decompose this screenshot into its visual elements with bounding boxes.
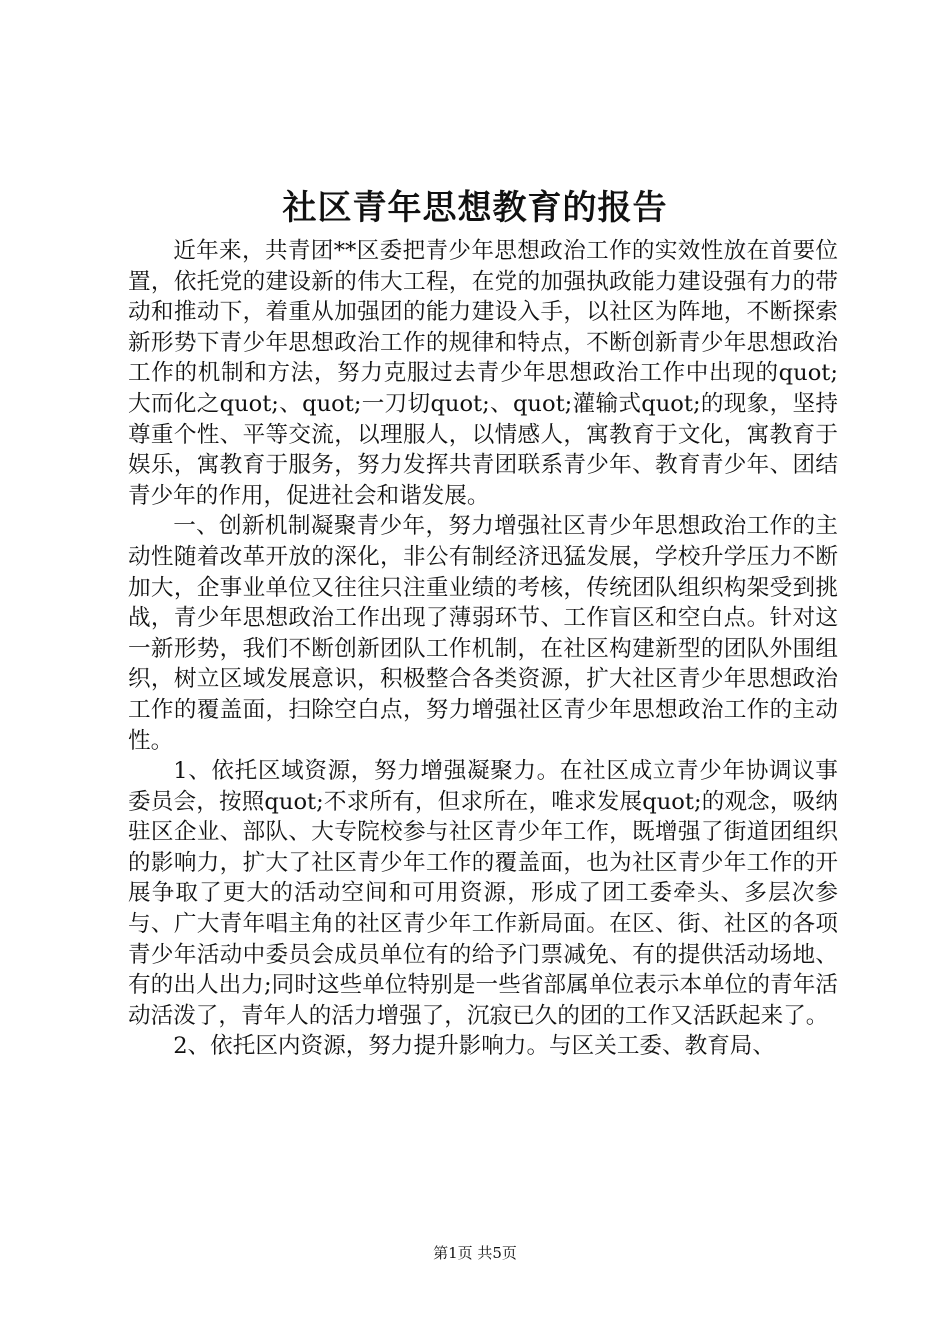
paragraph-section-one: 一、创新机制凝聚青少年，努力增强社区青少年思想政治工作的主动性随着改革开放的深化，非公有制经济迅猛发展，学校升学压力不断加大，企事业单位又往往只注重业绩的考核，传统团队组织构架受到挑战，青少年思想政治工作出现了薄弱环节、工作盲区和空白点。针对这一新形势，我们不断创新团队工作机制，在社区构建新型的团队外围组织，树立区域发展意识，积极整合各类资源，扩大社区青少年思想政治工作的覆盖面，扫除空白点，努力增强社区青少年思想政治工作的主动性。 [128,513,838,754]
paragraph-item-one: 1、依托区域资源，努力增强凝聚力。在社区成立青少年协调议事委员会，按照quot;不求所有，但求所在，唯求发展quot;的观念，吸纳驻区企业、部队、大专院校参与社区青少年工作，既增强了街道团组织的影响力，扩大了社区青少年工作的覆盖面，也为社区青少年工作的开展争取了更大的活动空间和可用资源，形成了团工委牵头、多层次参与、广大青年唱主角的社区青少年工作新局面。在区、街、社区的各项青少年活动中委员会成员单位有的给予门票减免、有的提供活动场地、有的出人出力;同时这些单位特别是一些省部属单位表示本单位的青年活动活泼了，青年人的活力增强了，沉寂已久的团的工作又活跃起来了。 [128,758,838,1029]
paragraph-intro: 近年来，共青团**区委把青少年思想政治工作的实效性放在首要位置，依托党的建设新的伟大工程，在党的加强执政能力建设强有力的带动和推动下，着重从加强团的能力建设入手，以社区为阵地，不断探索新形势下青少年思想政治工作的规律和特点，不断创新青少年思想政治工作的机制和方法，努力克服过去青少年思想政治工作中出现的quot;大而化之quot;、quot;一刀切quot;、quot;灌输式quot;的现象，坚持尊重个性、平等交流，以理服人，以情感人，寓教育于文化，寓教育于娱乐，寓教育于服务，努力发挥共青团联系青少年、教育青少年、团结青少年的作用，促进社会和谐发展。 [128,238,838,509]
paragraph-item-two: 2、依托区内资源，努力提升影响力。与区关工委、教育局、 [173,1033,775,1060]
document-title: 社区青年思想教育的报告 [282,188,668,228]
document-body [128,236,838,1062]
page-number-footer: 第1页 共5页 [433,1244,517,1262]
